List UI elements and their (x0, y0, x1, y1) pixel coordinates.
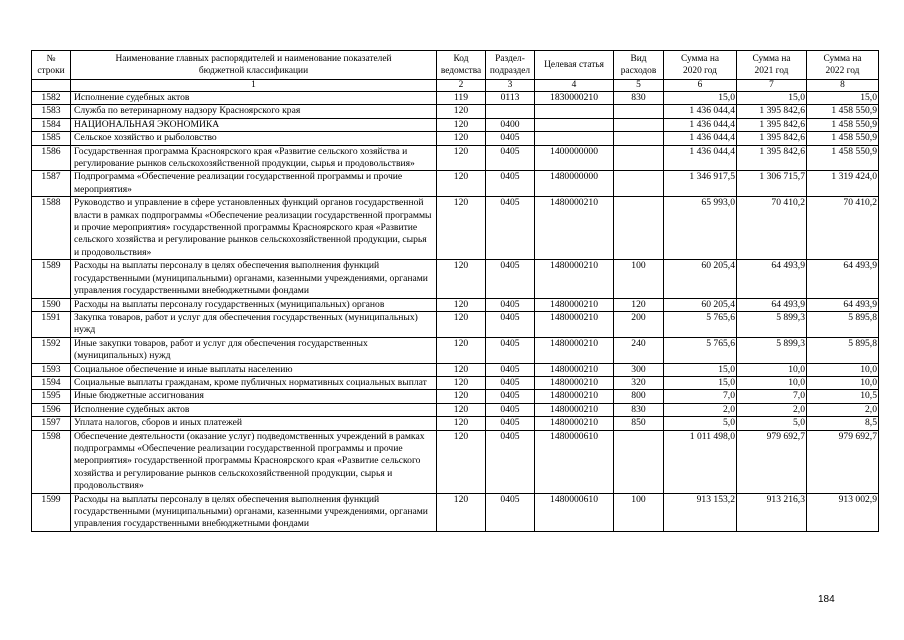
row-sum-2021: 2,0 (737, 403, 807, 416)
row-sum-2020: 15,0 (664, 376, 737, 389)
row-section: 0400 (486, 118, 535, 131)
row-section: 0405 (486, 376, 535, 389)
row-sum-2022: 1 458 550,9 (807, 118, 879, 131)
column-number: 3 (486, 80, 535, 92)
row-name: Руководство и управление в сфере установленных функций органов государственной власти в рамках подпрограммы «Обеспечение реализации государственной программы и прочие мероприятия» государственной программы Красноярского края «Развитие сельского хозяйства и регулирование рынков сельскохозяйственной продукции, сырья и продовольствия» (71, 197, 437, 260)
row-expense-kind: 830 (614, 403, 664, 416)
row-target-article: 1480000610 (535, 430, 614, 493)
row-sum-2020: 1 436 044,4 (664, 105, 737, 118)
row-sum-2022: 10,0 (807, 363, 879, 376)
row-number: 1590 (32, 298, 71, 311)
row-name: Расходы на выплаты персоналу государственных (муниципальных) органов (71, 298, 437, 311)
row-name: Исполнение судебных актов (71, 92, 437, 105)
row-sum-2021: 70 410,2 (737, 197, 807, 260)
row-name: Социальное обеспечение и иные выплаты населению (71, 363, 437, 376)
row-dept-code: 120 (437, 197, 486, 260)
column-number-row (32, 80, 879, 92)
row-expense-kind (614, 171, 664, 197)
row-sum-2021: 15,0 (737, 92, 807, 105)
row-expense-kind: 100 (614, 493, 664, 531)
row-sum-2021: 1 395 842,6 (737, 105, 807, 118)
row-name: Социальные выплаты гражданам, кроме публичных нормативных социальных выплат (71, 376, 437, 389)
row-sum-2021: 5 899,3 (737, 337, 807, 363)
row-sum-2020: 15,0 (664, 363, 737, 376)
table-row (32, 493, 879, 531)
header-sum-2022: Сумма на 2022 год (807, 51, 879, 80)
row-sum-2020: 15,0 (664, 92, 737, 105)
row-section: 0405 (486, 390, 535, 403)
row-sum-2020: 65 993,0 (664, 197, 737, 260)
row-sum-2021: 5,0 (737, 417, 807, 430)
row-sum-2022: 2,0 (807, 403, 879, 416)
row-name: НАЦИОНАЛЬНАЯ ЭКОНОМИКА (71, 118, 437, 131)
row-section: 0405 (486, 417, 535, 430)
row-dept-code: 120 (437, 105, 486, 118)
row-name: Расходы на выплаты персоналу в целях обеспечения выполнения функций государственными (муниципальными) органами, казенными учреждениями, органами управления государственными внебюджетными фондами (71, 493, 437, 531)
row-sum-2021: 64 493,9 (737, 298, 807, 311)
row-number: 1593 (32, 363, 71, 376)
header-expense-kind: Вид расходов (614, 51, 664, 80)
table-row (32, 260, 879, 298)
row-target-article: 1480000210 (535, 403, 614, 416)
row-target-article (535, 105, 614, 118)
row-name: Расходы на выплаты персоналу в целях обеспечения выполнения функций государственными (муниципальными) органами, казенными учреждениями, органами управления государственными внебюджетными фондами (71, 260, 437, 298)
row-sum-2021: 7,0 (737, 390, 807, 403)
row-number: 1586 (32, 145, 71, 171)
row-sum-2022: 1 458 550,9 (807, 145, 879, 171)
header-name: Наименование главных распорядителей и наименование показателей бюджетной классификации (71, 51, 437, 80)
row-sum-2020: 1 436 044,4 (664, 132, 737, 145)
row-target-article: 1480000210 (535, 197, 614, 260)
row-sum-2021: 1 395 842,6 (737, 132, 807, 145)
row-sum-2022: 15,0 (807, 92, 879, 105)
column-number: 5 (614, 80, 664, 92)
table-row (32, 171, 879, 197)
table-row (32, 363, 879, 376)
table-row (32, 311, 879, 337)
row-section: 0405 (486, 311, 535, 337)
row-number: 1583 (32, 105, 71, 118)
row-target-article: 1400000000 (535, 145, 614, 171)
page-number: 184 (818, 594, 835, 605)
row-expense-kind: 200 (614, 311, 664, 337)
row-expense-kind (614, 132, 664, 145)
column-number: 8 (807, 80, 879, 92)
row-expense-kind (614, 118, 664, 131)
row-name: Исполнение судебных актов (71, 403, 437, 416)
header-sum-2021: Сумма на 2021 год (737, 51, 807, 80)
row-number: 1592 (32, 337, 71, 363)
row-sum-2020: 60 205,4 (664, 260, 737, 298)
table-body (32, 92, 879, 532)
row-expense-kind: 120 (614, 298, 664, 311)
row-sum-2020: 1 436 044,4 (664, 118, 737, 131)
row-dept-code: 120 (437, 430, 486, 493)
table-row (32, 430, 879, 493)
row-sum-2020: 5 765,6 (664, 311, 737, 337)
row-number: 1589 (32, 260, 71, 298)
row-dept-code: 120 (437, 376, 486, 389)
row-section: 0405 (486, 145, 535, 171)
table-row (32, 105, 879, 118)
row-section: 0405 (486, 403, 535, 416)
row-dept-code: 120 (437, 298, 486, 311)
row-number: 1599 (32, 493, 71, 531)
row-target-article: 1480000210 (535, 363, 614, 376)
column-number (32, 80, 71, 92)
row-dept-code: 120 (437, 417, 486, 430)
row-target-article: 1480000210 (535, 298, 614, 311)
row-expense-kind (614, 145, 664, 171)
row-name: Иные закупки товаров, работ и услуг для обеспечения государственных (муниципальных) нужд (71, 337, 437, 363)
row-expense-kind (614, 430, 664, 493)
row-target-article: 1480000000 (535, 171, 614, 197)
row-name: Служба по ветеринарному надзору Красноярского края (71, 105, 437, 118)
table-row (32, 337, 879, 363)
table-row (32, 132, 879, 145)
table-row (32, 376, 879, 389)
row-sum-2021: 1 306 715,7 (737, 171, 807, 197)
row-sum-2021: 1 395 842,6 (737, 118, 807, 131)
row-sum-2022: 979 692,7 (807, 430, 879, 493)
row-sum-2020: 1 346 917,5 (664, 171, 737, 197)
budget-table (31, 50, 879, 532)
row-expense-kind (614, 197, 664, 260)
row-sum-2020: 60 205,4 (664, 298, 737, 311)
row-sum-2021: 64 493,9 (737, 260, 807, 298)
row-number: 1587 (32, 171, 71, 197)
table-row (32, 92, 879, 105)
row-number: 1596 (32, 403, 71, 416)
header-section: Раздел- подраздел (486, 51, 535, 80)
header-sum-2020: Сумма на 2020 год (664, 51, 737, 80)
row-number: 1588 (32, 197, 71, 260)
table-row (32, 298, 879, 311)
row-number: 1594 (32, 376, 71, 389)
row-name: Иные бюджетные ассигнования (71, 390, 437, 403)
row-sum-2022: 913 002,9 (807, 493, 879, 531)
row-sum-2022: 10,0 (807, 376, 879, 389)
row-sum-2021: 10,0 (737, 363, 807, 376)
row-dept-code: 120 (437, 337, 486, 363)
row-sum-2022: 64 493,9 (807, 298, 879, 311)
row-number: 1598 (32, 430, 71, 493)
row-section (486, 105, 535, 118)
row-dept-code: 120 (437, 132, 486, 145)
row-name: Обеспечение деятельности (оказание услуг) подведомственных учреждений в рамках подпрограммы «Обеспечение реализации государственной программы и прочие мероприятия» государственной программы Красноярского края «Развитие сельского хозяйства и регулирование рынков сельскохозяйственной продукции, сырья и продовольствия» (71, 430, 437, 493)
row-sum-2021: 10,0 (737, 376, 807, 389)
row-name: Сельское хозяйство и рыболовство (71, 132, 437, 145)
row-sum-2021: 1 395 842,6 (737, 145, 807, 171)
table-row (32, 417, 879, 430)
row-dept-code: 120 (437, 403, 486, 416)
row-target-article: 1480000210 (535, 390, 614, 403)
row-sum-2022: 10,5 (807, 390, 879, 403)
row-dept-code: 120 (437, 118, 486, 131)
row-section: 0405 (486, 493, 535, 531)
row-section: 0405 (486, 430, 535, 493)
row-section: 0405 (486, 171, 535, 197)
row-expense-kind: 830 (614, 92, 664, 105)
header-dept-code: Код ведомства (437, 51, 486, 80)
row-section: 0405 (486, 260, 535, 298)
row-section: 0405 (486, 298, 535, 311)
header-target-article: Целевая статья (535, 51, 614, 80)
row-name: Уплата налогов, сборов и иных платежей (71, 417, 437, 430)
row-sum-2022: 8,5 (807, 417, 879, 430)
header-row-number: № строки (32, 51, 71, 80)
header-row (32, 51, 879, 80)
row-dept-code: 120 (437, 390, 486, 403)
column-number: 2 (437, 80, 486, 92)
row-number: 1585 (32, 132, 71, 145)
row-target-article (535, 118, 614, 131)
row-sum-2020: 1 436 044,4 (664, 145, 737, 171)
row-expense-kind: 100 (614, 260, 664, 298)
row-section: 0405 (486, 197, 535, 260)
row-dept-code: 120 (437, 311, 486, 337)
row-sum-2022: 70 410,2 (807, 197, 879, 260)
row-number: 1595 (32, 390, 71, 403)
row-expense-kind: 240 (614, 337, 664, 363)
row-dept-code: 120 (437, 171, 486, 197)
column-number: 4 (535, 80, 614, 92)
column-number: 6 (664, 80, 737, 92)
row-number: 1584 (32, 118, 71, 131)
row-sum-2020: 5 765,6 (664, 337, 737, 363)
row-number: 1582 (32, 92, 71, 105)
row-sum-2022: 64 493,9 (807, 260, 879, 298)
row-dept-code: 119 (437, 92, 486, 105)
row-sum-2021: 5 899,3 (737, 311, 807, 337)
row-sum-2022: 5 895,8 (807, 311, 879, 337)
row-sum-2020: 1 011 498,0 (664, 430, 737, 493)
row-number: 1591 (32, 311, 71, 337)
table-row (32, 390, 879, 403)
row-target-article: 1480000210 (535, 260, 614, 298)
row-target-article: 1480000610 (535, 493, 614, 531)
row-sum-2020: 7,0 (664, 390, 737, 403)
row-number: 1597 (32, 417, 71, 430)
row-section: 0113 (486, 92, 535, 105)
row-dept-code: 120 (437, 493, 486, 531)
table-row (32, 403, 879, 416)
row-expense-kind: 300 (614, 363, 664, 376)
row-name: Государственная программа Красноярского края «Развитие сельского хозяйства и регулирование рынков сельскохозяйственной продукции, сырья и продовольствия» (71, 145, 437, 171)
row-section: 0405 (486, 363, 535, 376)
row-sum-2021: 979 692,7 (737, 430, 807, 493)
row-dept-code: 120 (437, 145, 486, 171)
row-name: Закупка товаров, работ и услуг для обеспечения государственных (муниципальных) нужд (71, 311, 437, 337)
row-sum-2020: 913 153,2 (664, 493, 737, 531)
row-section: 0405 (486, 337, 535, 363)
table-row (32, 118, 879, 131)
row-sum-2022: 1 319 424,0 (807, 171, 879, 197)
column-number: 1 (71, 80, 437, 92)
row-target-article: 1480000210 (535, 311, 614, 337)
row-sum-2020: 5,0 (664, 417, 737, 430)
table-row (32, 145, 879, 171)
row-target-article: 1480000210 (535, 376, 614, 389)
row-expense-kind: 850 (614, 417, 664, 430)
row-dept-code: 120 (437, 260, 486, 298)
row-sum-2021: 913 216,3 (737, 493, 807, 531)
row-expense-kind (614, 105, 664, 118)
row-target-article: 1480000210 (535, 417, 614, 430)
row-dept-code: 120 (437, 363, 486, 376)
row-section: 0405 (486, 132, 535, 145)
row-sum-2022: 1 458 550,9 (807, 132, 879, 145)
table-row (32, 197, 879, 260)
row-target-article: 1830000210 (535, 92, 614, 105)
row-sum-2020: 2,0 (664, 403, 737, 416)
row-name: Подпрограмма «Обеспечение реализации государственной программы и прочие мероприятия» (71, 171, 437, 197)
row-target-article (535, 132, 614, 145)
column-number: 7 (737, 80, 807, 92)
row-expense-kind: 800 (614, 390, 664, 403)
row-expense-kind: 320 (614, 376, 664, 389)
row-sum-2022: 1 458 550,9 (807, 105, 879, 118)
row-target-article: 1480000210 (535, 337, 614, 363)
row-sum-2022: 5 895,8 (807, 337, 879, 363)
